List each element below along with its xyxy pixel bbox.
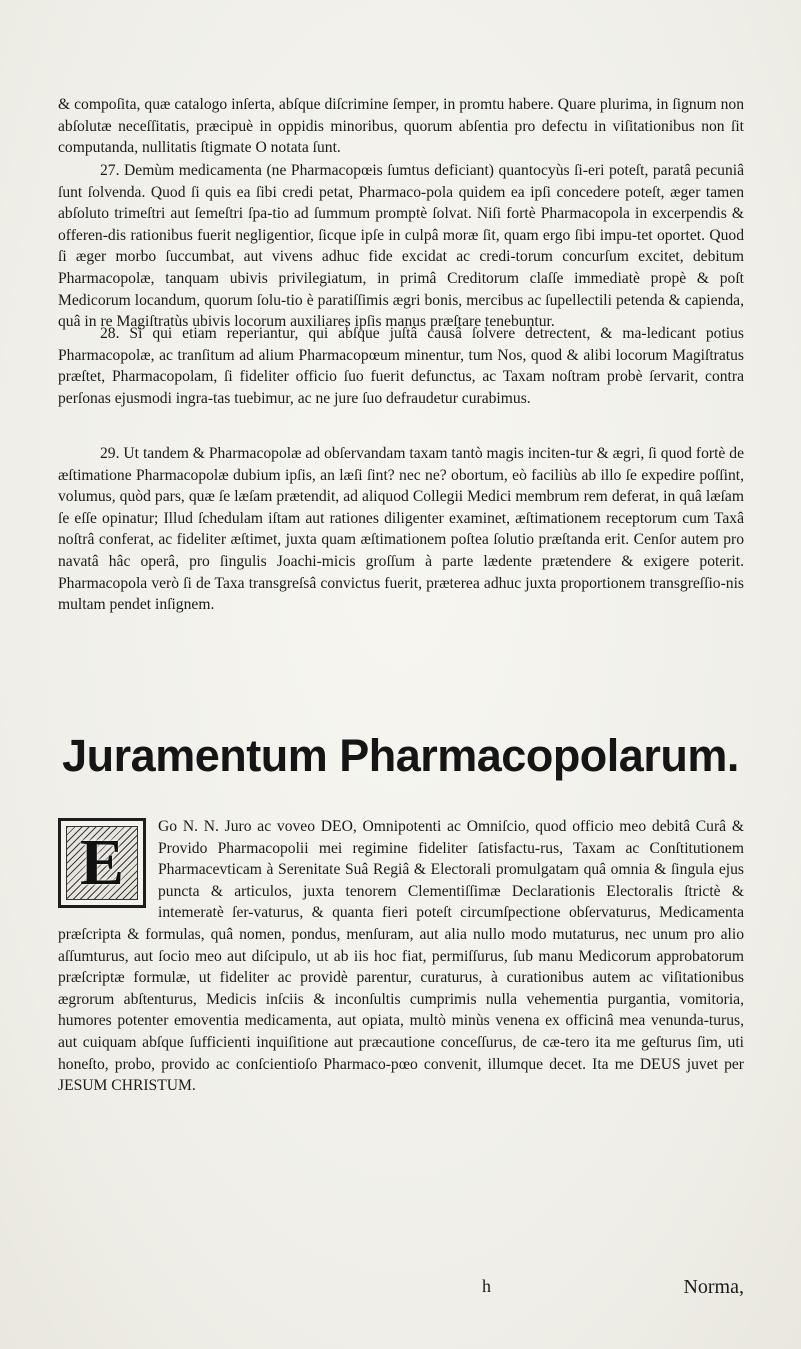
page-footer — [58, 1276, 744, 1302]
paragraph-29 — [58, 443, 744, 616]
signature-mark: h — [482, 1276, 491, 1296]
paragraph-28-text: 28. Si qui etiam reperiantur, qui abſque juſtâ causâ ſolvere detrectent, & ma-ledicant potius Pharmacopolæ, ac tranſitum ad alium Pharmacopœum minentur, tum Nos, quod & alibi locorum Magiſtratus præſtet, Pharmacopolam, ſi fideliter officio ſuo fuerit defunctus, ac Taxam noſtram probè ſervarit, contra perſonas ejusmodi ingra-tas tuebimur, ac ne jure ſuo defraudetur curabimus. — [58, 325, 744, 407]
paragraph-27-text: 27. Demùm medicamenta (ne Pharmacopœis ſumtus deficiant) quantocyùs ſi-eri poteſt, paratâ pecuniâ ſunt ſolvenda. Quod ſi quis ea ſibi credi petat, Pharmaco-pola quidem ea ipſi concedere poteſt, æger tamen abſoluto trimeſtri aut ſemeſtri ſpa-tio ad ſummum promptè ſolvat. Niſi fortè Pharmacopola in excerpendis & offeren-dis rationibus fuerit negligentior, ſicque ipſe in culpâ moræ ſit, quam ergo ſibi impu-tet oportet. Quod ſi æger morbo ſuccumbat, aut vivens adhuc fide excidat ac credi-torum concurſum excitet, debitum Pharmacopolæ, tanquam ubivis privilegiatum, in primâ Creditorum claſſe immediatè propè & poſt Medicorum locandum, quorum ſolu-tio è paratiſſimis ægri bonis, mercibus ac ſupellectili petenda & capienda, quâ in re Magiſtratùs ubivis locorum auxiliares ipſis manus præſtare tenebuntur. — [58, 162, 744, 331]
paragraph-28 — [58, 323, 744, 409]
initial-letter: E — [79, 826, 125, 899]
paragraph-fragment — [58, 94, 744, 159]
paragraph-27 — [58, 160, 744, 333]
paragraph-fragment-text: & compoſita, quæ catalogo inſerta, abſque diſcrimine ſemper, in promtu habere. Quare plurima, in ſignum non abſolutæ neceſſitatis, præcipuè in oppidis minoribus, quorum abſentia pro defectu in viſitationibus non ſit computanda, nullitatis ſtigmate O notata ſunt. — [58, 96, 744, 157]
decorated-initial — [58, 818, 146, 908]
catchword: Norma, — [683, 1276, 744, 1298]
oath-paragraph — [58, 816, 744, 1097]
paragraph-29-text: 29. Ut tandem & Pharmacopolæ ad obſervandam taxam tantò magis inciten-tur & ægri, ſi quod fortè de æſtimatione Pharmacopolæ dubium ipſis, an læſi ſint? nec ne? obortum, eò faciliùs ab illo ſe expedire poſſint, volumus, quòd pars, quæ ſe læſam prætendit, ad aliquod Collegii Medici membrum rem deferat, in quâ læſam ſe eſſe opinatur; Illud ſchedulam iſtam aut rationes diligenter examinet, æſtimationem receptorum cum Taxâ noſtrâ conferat, ac fideliter æſtimet, juxta quam æſtimationem poſtea ſolutio præſtanda erit. Cenſor autem pro navatâ hâc operâ, pro ſingulis Joachi-micis groſſum à parte lædente prætendere & exigere poterit. Pharmacopola verò ſi de Taxa transgreſsâ convictus fuerit, præterea adhuc juxta proportionem transgreſſio-nis multam pendet inſignem. — [58, 445, 744, 614]
oath-text: Go N. N. Juro ac voveo DEO, Omnipotenti ac Omniſcio, quod officio meo debitâ Curâ & Provido Pharmacopolii mei regimine fideliter ſatisfactu-rus, Taxam ac Conſtitutionem Pharmacevticam à Serenitate Suâ Regiâ & Electorali promulgatam quâ omnia & ſingula ejus puncta & articulos, juxta tenorem Clementiſſimæ Declarationis Electoralis ſtrictè & intemeratè ſer-vaturus, & quanta fieri poteſt circumſpectione obſervaturus, Medicamenta præſcripta & formulas, quâ nomen, pondus, menſuram, aut alia nullo modo mutaturus, nec unum pro alio aſſumturus, aut ſocio meo aut diſcipulo, ut ab iis hoc fiat, permiſſurus, ſub manu Medicorum approbatorum præſcriptæ formulæ, ut fideliter ac providè parentur, curaturus, à curationibus autem ac viſitationibus ægrorum abſtenturus, Medicis inſciis & inconſultis cumprimis nulla vehementia purgantia, vomitoria, humores potenter emoventia medicamenta, aut opiata, multò minùs venena ex officinâ mea venunda-turus, aut cuiquam abſque ſufficienti inquiſitione aut præcautione conceſſurus, de cæ-tero ita me geſturus ſim, uti honeſto, probo, provido ac conſcientioſo Pharmaco-pœo convenit, illumque decet. Ita me DEUS juvet per JESUM CHRISTUM. — [58, 818, 744, 1095]
section-heading: Juramentum Pharmacopolarum. — [62, 730, 739, 781]
